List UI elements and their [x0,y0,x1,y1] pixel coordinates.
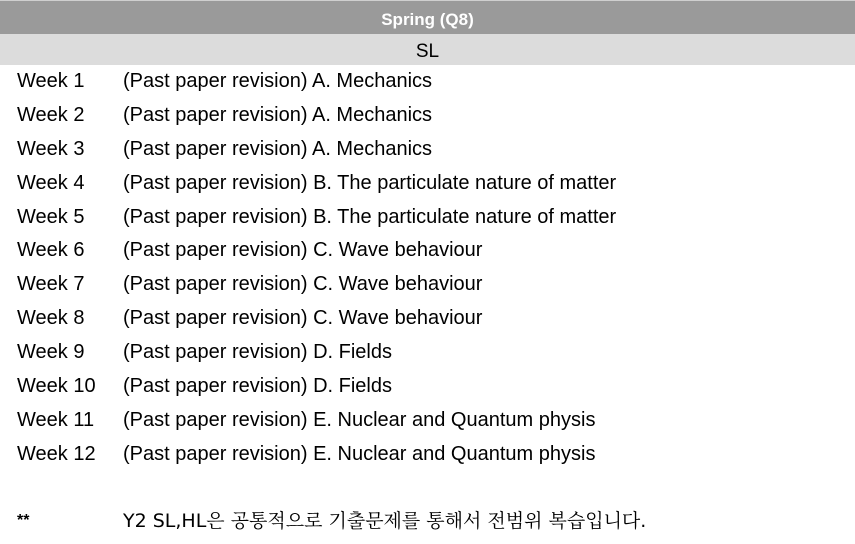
week-label: Week 5 [17,205,85,228]
week-row [0,438,855,472]
week-row [0,336,855,370]
week-label: Week 10 [17,375,96,398]
week-label: Week 8 [17,307,85,330]
week-row [0,370,855,404]
week-label: Week 12 [17,442,96,465]
week-label: Week 7 [17,273,85,296]
week-topic: (Past paper revision) A. Mechanics [123,103,433,126]
schedule-title: Spring (Q8) [0,0,855,34]
week-row [0,302,855,336]
week-topic: (Past paper revision) C. Wave behaviour [123,239,483,262]
week-row [0,167,855,201]
level-header: SL [0,34,855,65]
footnote-text: Y2 SL,HL은 공통적으로 기출문제를 통해서 전범위 복습입니다. [123,510,647,532]
week-topic: (Past paper revision) C. Wave behaviour [123,307,483,330]
week-topic: (Past paper revision) A. Mechanics [123,70,433,92]
week-topic: (Past paper revision) A. Mechanics [123,137,433,160]
week-topic: (Past paper revision) D. Fields [123,341,392,364]
week-row [0,65,855,99]
week-label: Week 4 [17,171,85,194]
week-topic: (Past paper revision) D. Fields [123,375,392,398]
week-topic: (Past paper revision) C. Wave behaviour [123,273,483,296]
week-row [0,201,855,235]
footnote [0,503,855,539]
week-topic: (Past paper revision) E. Nuclear and Quantum physis [123,442,596,465]
footnote-marker: ** [17,512,30,529]
week-row [0,133,855,167]
week-label: Week 1 [17,70,85,92]
week-label: Week 3 [17,137,85,160]
week-row [0,234,855,268]
week-label: Week 11 [17,408,95,431]
week-label: Week 9 [17,341,85,364]
week-row [0,99,855,133]
week-label: Week 6 [17,239,85,262]
week-topic: (Past paper revision) E. Nuclear and Quantum physis [123,408,596,431]
week-row [0,268,855,302]
week-topic: (Past paper revision) B. The particulate nature of matter [123,171,617,194]
week-list [0,65,855,472]
week-topic: (Past paper revision) B. The particulate nature of matter [123,205,617,228]
week-label: Week 2 [17,103,85,126]
week-row [0,404,855,438]
